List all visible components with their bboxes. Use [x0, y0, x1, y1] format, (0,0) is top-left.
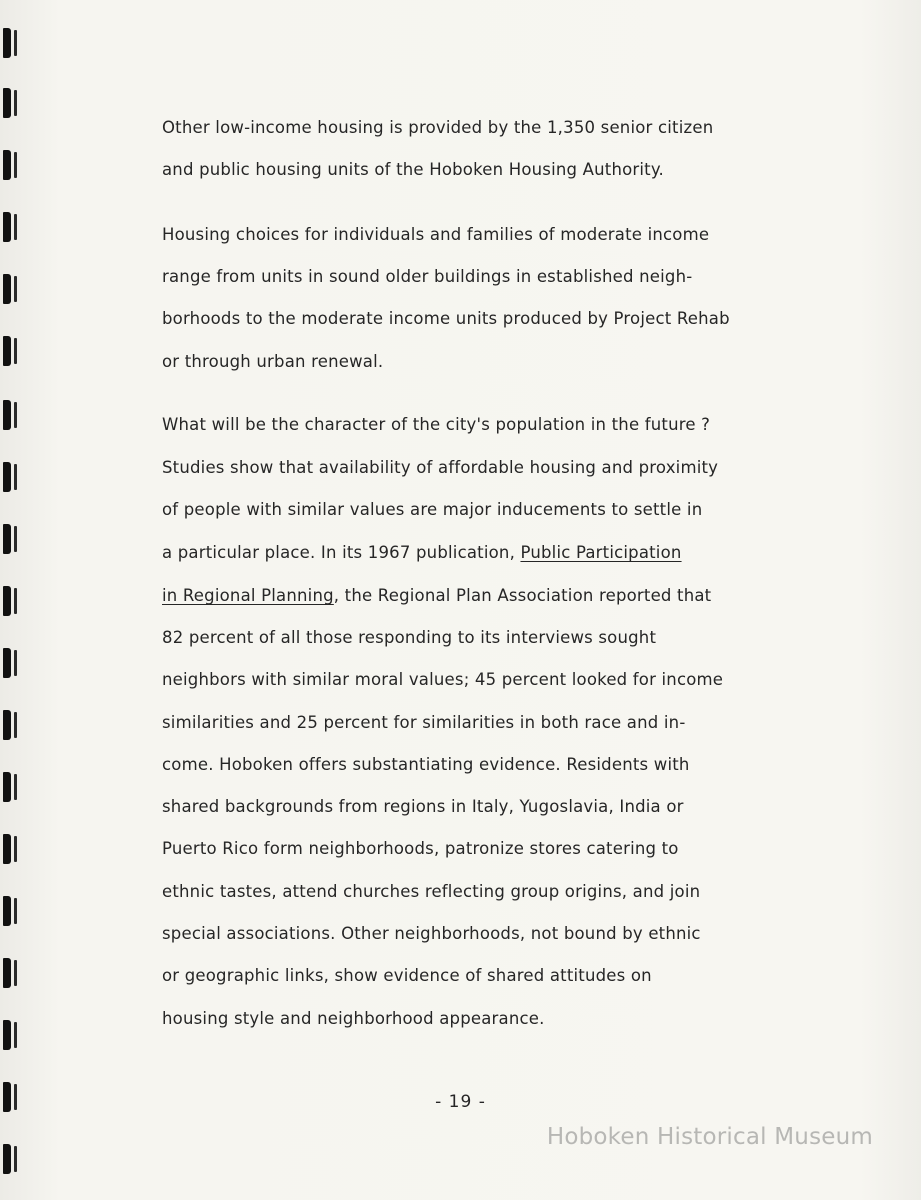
text-line: range from units in sound older buildings in established neigh-: [162, 267, 693, 286]
binding-ring: [3, 1144, 19, 1174]
text-line: Other low-income housing is provided by the 1,350 senior citizen: [162, 118, 714, 137]
binding-ring: [3, 648, 19, 678]
binding-ring: [3, 834, 19, 864]
binding-ring: [3, 462, 19, 492]
text-line: of people with similar values are major inducements to settle in: [162, 500, 703, 519]
binding-ring: [3, 336, 19, 366]
museum-watermark: Hoboken Historical Museum: [546, 1124, 873, 1150]
text-line: 82 percent of all those responding to its interviews sought: [162, 628, 657, 647]
binding-ring: [3, 710, 19, 740]
text-line: or through urban renewal.: [162, 352, 384, 371]
text-line: or geographic links, show evidence of shared attitudes on: [162, 966, 652, 985]
binding-ring: [3, 896, 19, 926]
text-line: neighbors with similar moral values; 45 percent looked for income: [162, 670, 724, 689]
text-line: borhoods to the moderate income units produced by Project Rehab: [162, 309, 730, 328]
binding-ring: [3, 524, 19, 554]
text-line: [162, 575, 711, 617]
text-segment: a particular place. In its 1967 publication,: [162, 543, 521, 562]
text-line: Studies show that availability of affordable housing and proximity: [162, 458, 719, 477]
text-line: What will be the character of the city's population in the future ?: [162, 415, 711, 434]
binding-ring: [3, 274, 19, 304]
page-number: [0, 1092, 921, 1112]
text-line: Puerto Rico form neighborhoods, patronize stores catering to: [162, 839, 679, 858]
binding-ring: [3, 88, 19, 118]
binding-ring: [3, 212, 19, 242]
binding-ring: [3, 958, 19, 988]
binding-ring: [3, 150, 19, 180]
text-line: [162, 532, 682, 574]
text-line: shared backgrounds from regions in Italy, Yugoslavia, India or: [162, 797, 684, 816]
publication-title-part-1: Public Participation: [520, 543, 682, 562]
binding-ring: [3, 772, 19, 802]
text-line: housing style and neighborhood appearance.: [162, 1009, 545, 1028]
binding-ring: [3, 586, 19, 616]
text-segment: , the Regional Plan Association reported that: [333, 586, 712, 605]
text-line: Housing choices for individuals and families of moderate income: [162, 225, 710, 244]
text-line: come. Hoboken offers substantiating evidence. Residents with: [162, 755, 690, 774]
text-line: special associations. Other neighborhoods, not bound by ethnic: [162, 924, 701, 943]
binding-ring: [3, 1020, 19, 1050]
page-number-text: - 19 -: [435, 1092, 486, 1112]
text-line: and public housing units of the Hoboken Housing Authority.: [162, 160, 664, 179]
spiral-binding: [0, 0, 30, 1200]
text-line: similarities and 25 percent for similarities in both race and in-: [162, 713, 686, 732]
binding-ring: [3, 28, 19, 58]
text-line: ethnic tastes, attend churches reflecting group origins, and join: [162, 882, 701, 901]
publication-title-part-2: in Regional Planning: [162, 586, 334, 605]
binding-ring: [3, 400, 19, 430]
